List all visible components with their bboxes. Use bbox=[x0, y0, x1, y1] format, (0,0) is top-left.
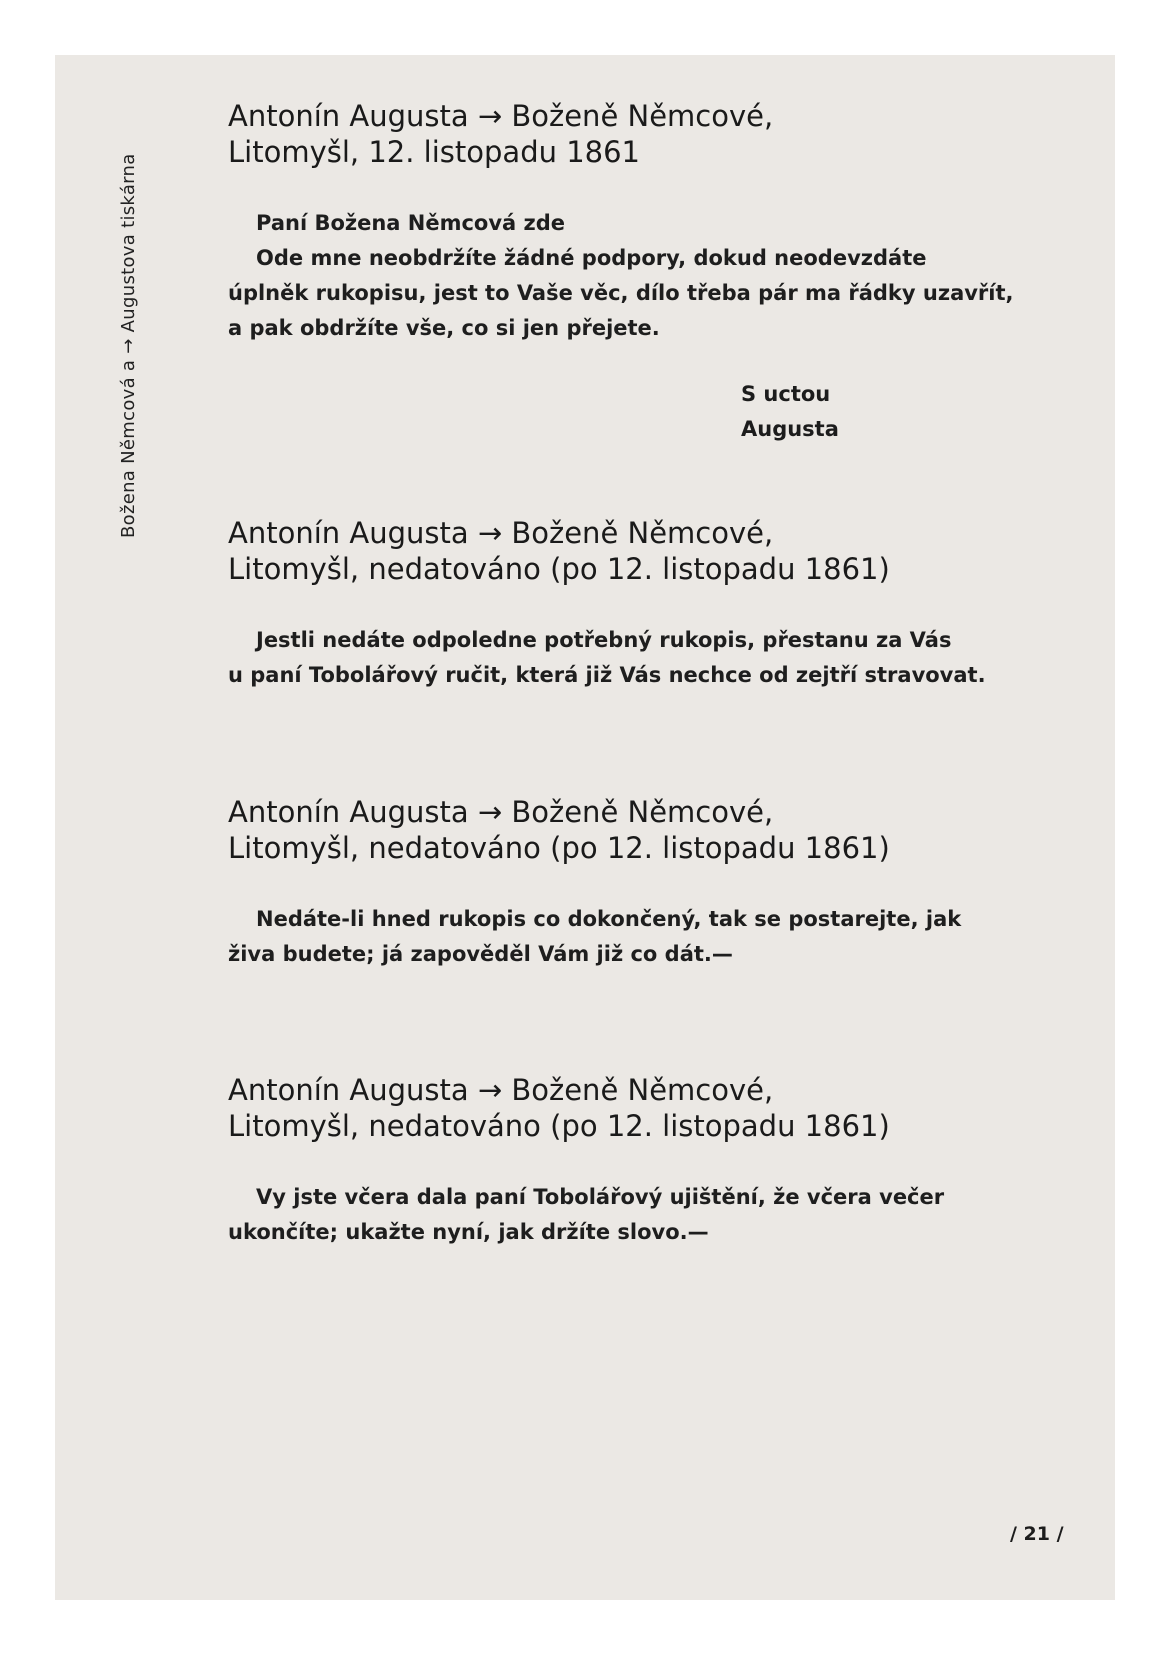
body-line: živa budete; já zapověděl Vám již co dát.— bbox=[228, 942, 733, 966]
body-line: Paní Božena Němcová zde bbox=[256, 211, 566, 235]
letter-body bbox=[228, 206, 1068, 346]
letter-signoff bbox=[741, 377, 839, 447]
signature: Augusta bbox=[741, 417, 839, 441]
body-line: ukončíte; ukažte nyní, jak držíte slovo.— bbox=[228, 1220, 709, 1244]
running-head: Božena Němcová a → Augustova tiskárna bbox=[118, 153, 139, 538]
body-line: a pak obdržíte vše, co si jen přejete. bbox=[228, 316, 660, 340]
letter-heading bbox=[228, 1072, 1068, 1144]
letter-heading bbox=[228, 98, 1068, 170]
body-line: Ode mne neobdržíte žádné podpory, dokud neodevzdáte bbox=[256, 246, 927, 270]
signoff-line: S uctou bbox=[741, 382, 831, 406]
letter-heading bbox=[228, 794, 1068, 866]
heading-line: Litomyšl, 12. listopadu 1861 bbox=[228, 135, 641, 169]
heading-line: Antonín Augusta → Boženě Němcové, bbox=[228, 516, 774, 550]
letter-body bbox=[228, 1180, 1068, 1250]
letter-heading bbox=[228, 515, 1068, 587]
heading-line: Litomyšl, nedatováno (po 12. listopadu 1861) bbox=[228, 831, 890, 865]
letter-1 bbox=[228, 98, 1068, 441]
letter-body bbox=[228, 902, 1068, 972]
heading-line: Litomyšl, nedatováno (po 12. listopadu 1861) bbox=[228, 1109, 890, 1143]
heading-line: Litomyšl, nedatováno (po 12. listopadu 1861) bbox=[228, 552, 890, 586]
body-line: Nedáte-li hned rukopis co dokončený, tak se postarejte, jak bbox=[256, 907, 962, 931]
heading-line: Antonín Augusta → Boženě Němcové, bbox=[228, 795, 774, 829]
letter-4 bbox=[228, 1072, 1068, 1250]
page-number: / 21 / bbox=[1010, 1523, 1064, 1545]
body-line: Jestli nedáte odpoledne potřebný rukopis, přestanu za Vás bbox=[256, 628, 952, 652]
body-line: u paní Tobolářový ručit, která již Vás nechce od zejtří stravovat. bbox=[228, 663, 986, 687]
body-line: Vy jste včera dala paní Tobolářový ujištění, že včera večer bbox=[256, 1185, 945, 1209]
letter-body bbox=[228, 623, 1068, 693]
letter-3 bbox=[228, 794, 1068, 972]
heading-line: Antonín Augusta → Boženě Němcové, bbox=[228, 1073, 774, 1107]
letter-2 bbox=[228, 515, 1068, 693]
body-line: úplněk rukopisu, jest to Vaše věc, dílo třeba pár ma řádky uzavřít, bbox=[228, 281, 1014, 305]
heading-line: Antonín Augusta → Boženě Němcové, bbox=[228, 99, 774, 133]
